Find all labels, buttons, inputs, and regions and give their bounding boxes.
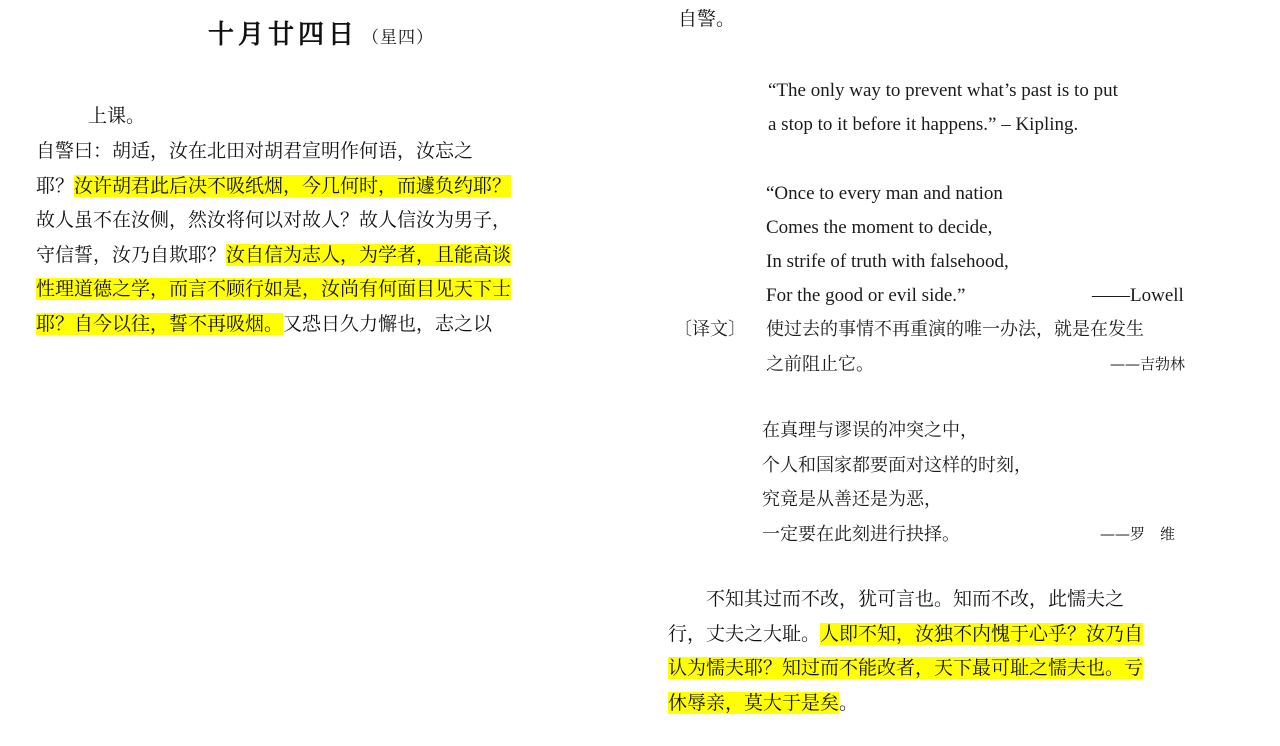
paragraph-line [36, 169, 511, 204]
highlighted-text: 休辱亲，莫大于是矣 [668, 691, 840, 714]
poem-line: 一定要在此刻进行抉择。 [762, 523, 960, 545]
paragraph-line [36, 134, 511, 169]
paragraph-line [36, 203, 511, 238]
translation-line: 使过去的事情不再重演的唯一办法，就是在发生 [766, 319, 1144, 340]
poem-line: 个人和国家都要面对这样的时刻， [762, 454, 1032, 476]
continuation-line: 自警。 [678, 8, 736, 30]
paragraph-coward [668, 582, 1143, 720]
paragraph-line [36, 238, 511, 273]
paragraph-line [668, 651, 1143, 686]
quote-line: “Once to every man and nation [766, 183, 1003, 204]
paragraph-line [668, 582, 1143, 617]
highlighted-text: 性理道德之学，而言不顾行如是，汝尚有何面目见天下士 [36, 278, 512, 300]
quote-line: a stop to it before it happens.” – Kipling. [768, 114, 1079, 135]
highlighted-text: 汝自信为志人，为学者，且能高谈 [226, 243, 512, 266]
text-span: 耶？ [36, 174, 75, 197]
highlighted-text: 人即不知，汝独不内愧于心乎？汝乃自 [820, 622, 1144, 645]
paragraph-line [36, 307, 511, 342]
quote-line: In strife of truth with falsehood, [766, 251, 1009, 272]
paragraph-class: 上课。 [88, 105, 146, 127]
poem-attribution: ——罗 维 [1100, 525, 1176, 543]
paragraph-self-warning [36, 134, 511, 341]
translation-line: 之前阻止它。 [766, 353, 874, 375]
quote-line: “The only way to prevent what’s past is to put [768, 80, 1118, 101]
highlighted-text: 汝许胡君此后决不吸纸烟，今几何时，而遽负约耶？ [74, 174, 512, 197]
text-span: 自警曰：胡适，汝在北田对胡君宣明作何语，汝忘之 [36, 140, 474, 162]
text-span: 。 [839, 691, 859, 714]
highlighted-text: 认为懦夫耶？知过而不能改者，天下最可耻之懦夫也。亏 [668, 657, 1144, 679]
paragraph-line [668, 617, 1143, 652]
kipling-quote [768, 74, 1118, 142]
text-span: 守信誓，汝乃自欺耶？ [36, 243, 227, 266]
quote-line: Comes the moment to decide, [766, 217, 993, 238]
paragraph-line [668, 686, 1143, 721]
translation-text [766, 313, 1144, 382]
right-page [640, 0, 1280, 746]
text-span: 故人虽不在汝侧，然汝将何以对故人？故人信汝为男子， [36, 209, 512, 231]
quote-line: For the good or evil side.” [766, 285, 966, 306]
weekday: （星四） [362, 28, 435, 48]
text-span: 行，丈夫之大耻。 [668, 622, 821, 645]
lowell-attribution: ——Lowell [1092, 285, 1184, 306]
highlighted-text: 耶？自今以往，誓不再吸烟。 [36, 312, 284, 335]
translation-label: 〔译文〕 [674, 319, 746, 340]
entry-date-heading [208, 14, 434, 51]
poem-line: 究竟是从善还是为恶， [762, 489, 942, 510]
text-span: 又恐日久力懈也，志之以 [283, 312, 493, 335]
translation-attribution: ——吉勃林 [1110, 355, 1186, 373]
lowell-quote [766, 177, 1009, 313]
poem-line: 在真理与谬误的冲突之中， [762, 420, 978, 441]
date-title: 十月廿四日 [208, 20, 359, 50]
paragraph-line [36, 272, 511, 307]
text-span: 不知其过而不改，犹可言也。知而不改，此懦夫之 [668, 588, 1125, 610]
chinese-poem [762, 414, 1032, 552]
